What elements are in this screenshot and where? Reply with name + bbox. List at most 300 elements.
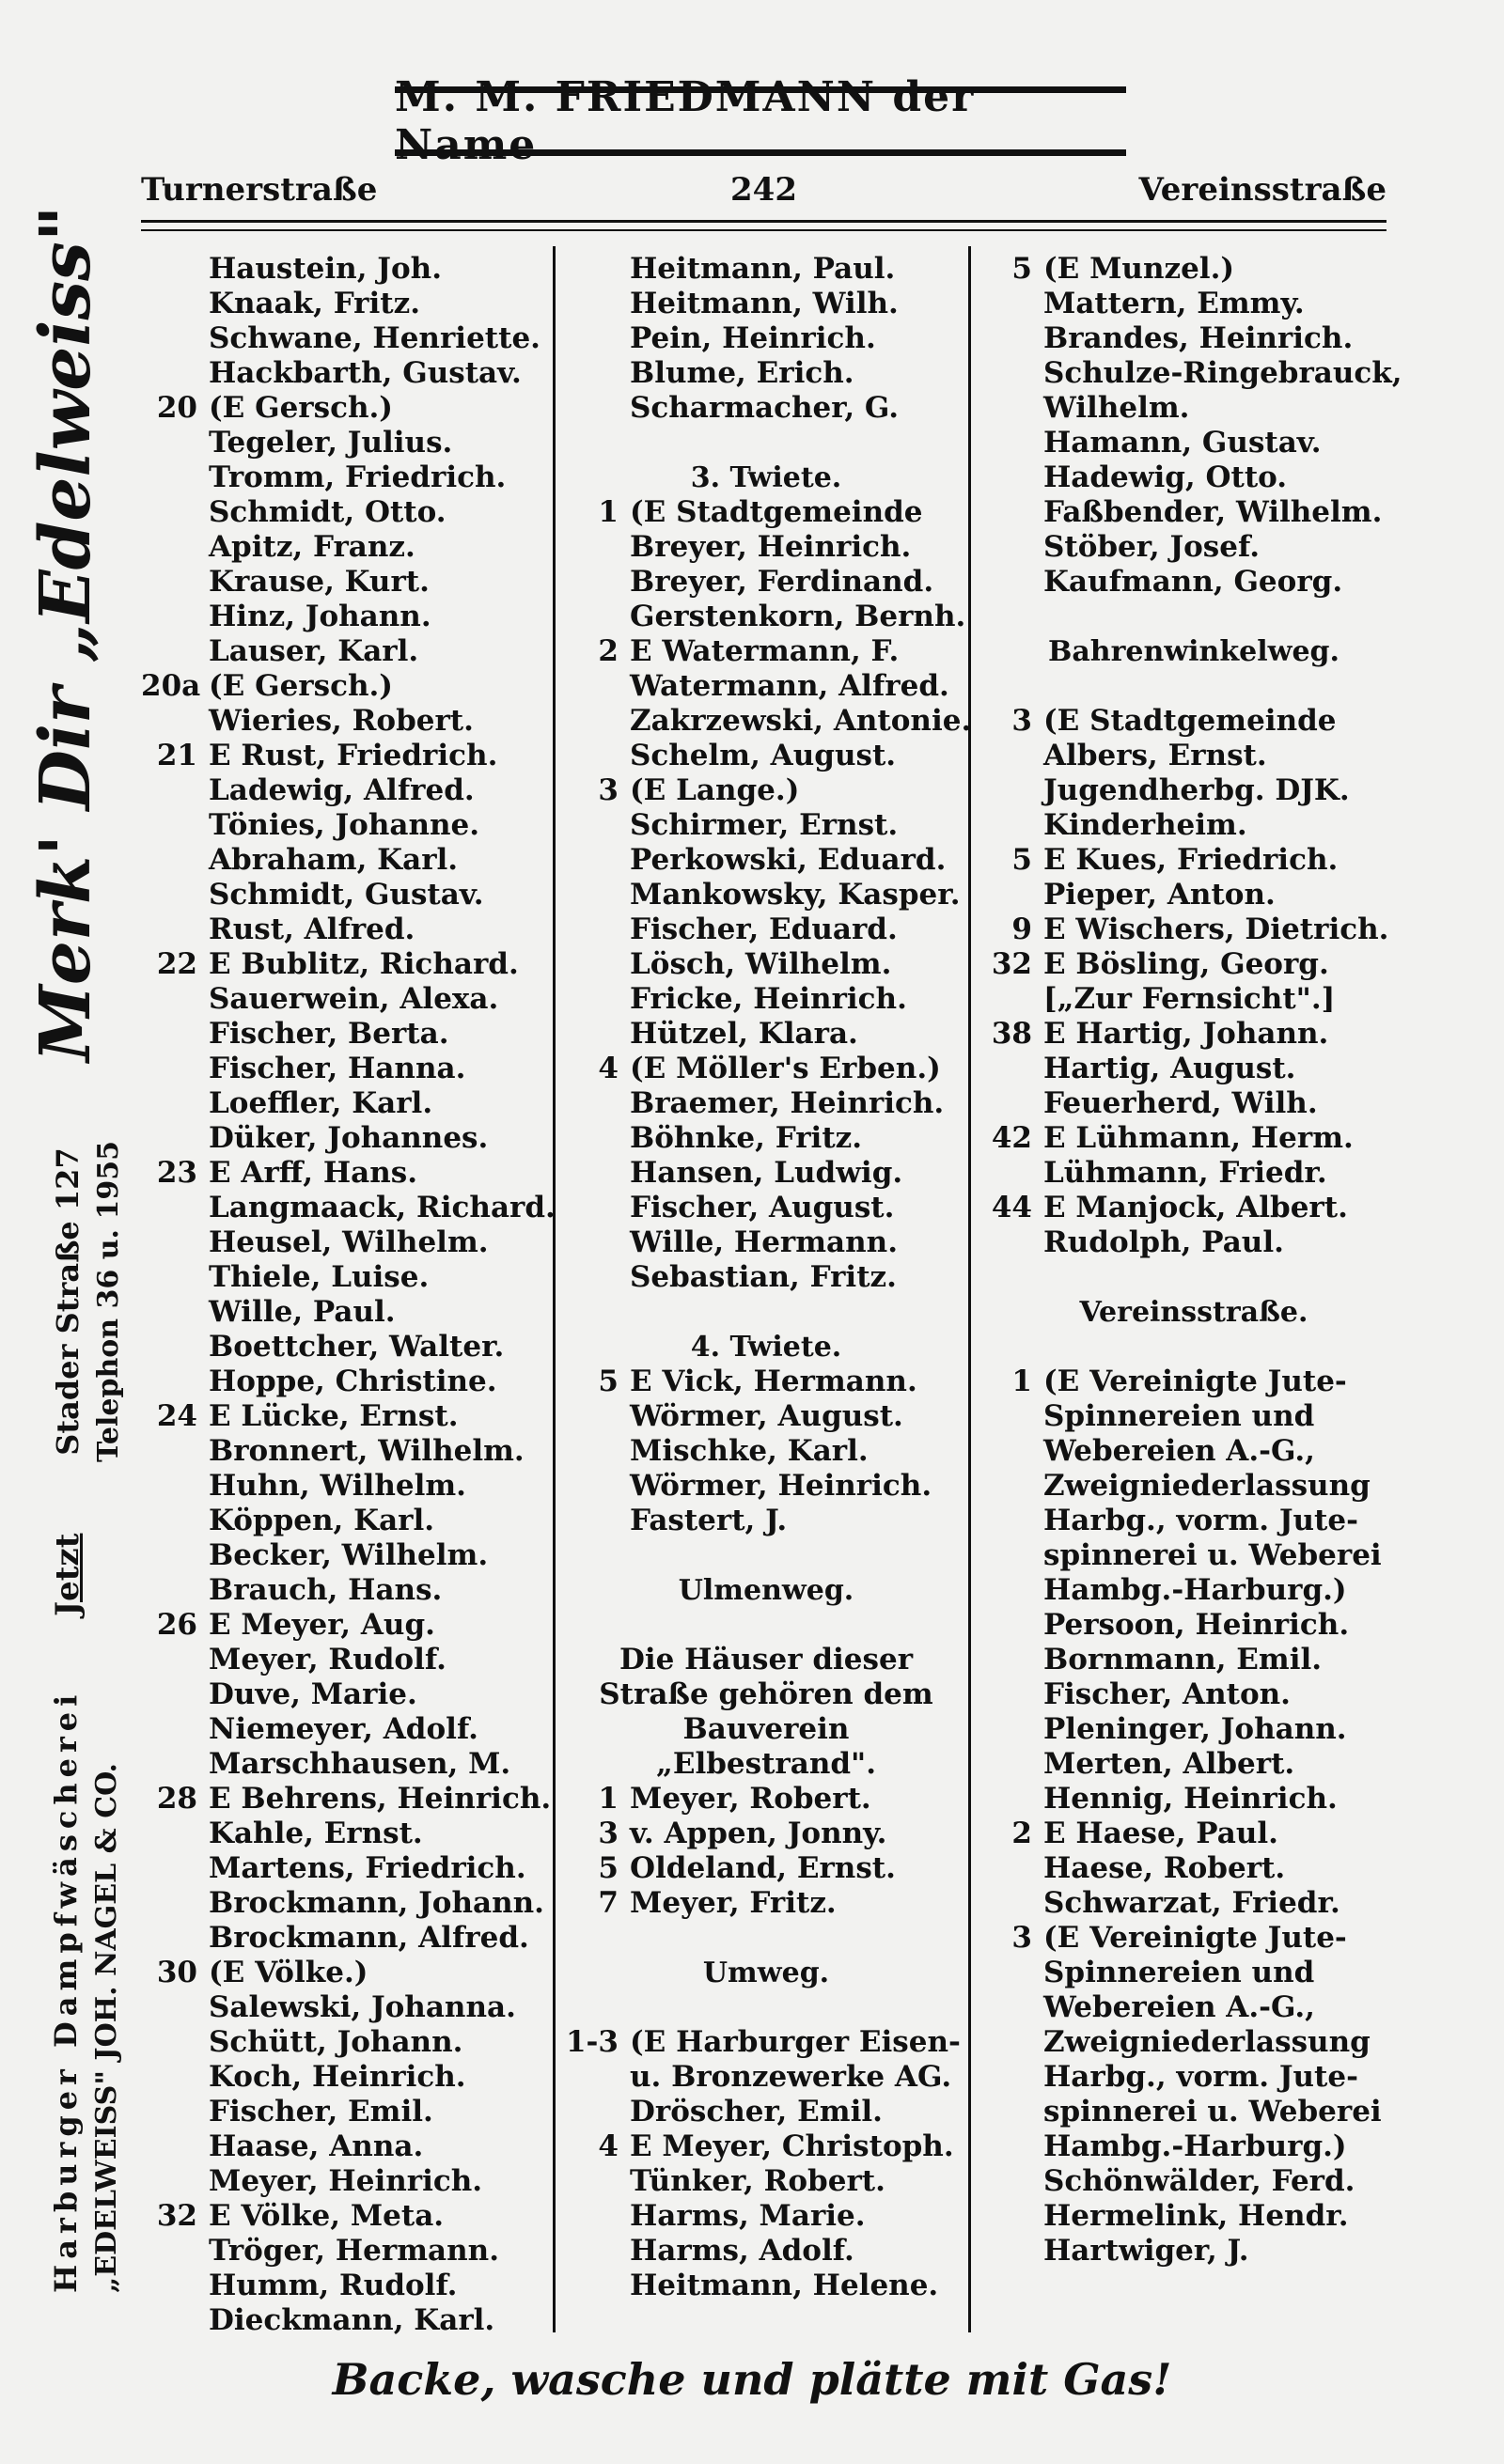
house-number: 4: [598, 2129, 619, 2163]
resident-name: E Kues, Friedrich.: [1043, 843, 1339, 877]
resident-name: Harms, Adolf.: [630, 2234, 854, 2268]
resident-name: Kahle, Ernst.: [209, 1817, 423, 1850]
directory-entry: [564, 1886, 968, 1921]
resident-name: Zakrzewski, Antonie.: [630, 704, 972, 738]
house-number: 30: [156, 1956, 197, 1989]
directory-entry: [141, 878, 555, 912]
directory-entry: [141, 912, 555, 947]
resident-name: (E Lange.): [630, 773, 800, 807]
directory-entry: [564, 1817, 968, 1851]
directory-entry: [141, 1086, 555, 1121]
house-number: 3: [598, 773, 619, 807]
directory-entry: [141, 1052, 555, 1086]
directory-entry: [564, 1365, 968, 1399]
advert-company-line2: „EDELWEISS" JOH. NAGEL & CO.: [90, 1763, 123, 2293]
directory-entry: [564, 2269, 968, 2303]
resident-name: Wieries, Robert.: [209, 704, 474, 738]
resident-name: E Hartig, Johann.: [1043, 1017, 1329, 1051]
directory-entry: [141, 2269, 555, 2303]
resident-name: Hadewig, Otto.: [1043, 460, 1288, 494]
directory-entry: [978, 1851, 1410, 1886]
directory-entry: [141, 1225, 555, 1260]
resident-name: Köppen, Karl.: [209, 1504, 435, 1537]
resident-name: Gerstenkorn, Bernh.: [630, 600, 966, 633]
directory-entry: [978, 1782, 1410, 1817]
directory-entry: [978, 2025, 1410, 2060]
resident-name: Bronnert, Wilhelm.: [209, 1434, 525, 1468]
street-heading: [564, 460, 968, 495]
spacer: [978, 600, 1410, 634]
house-number: 1-3: [565, 2025, 619, 2059]
resident-name: Rust, Alfred.: [209, 912, 415, 946]
directory-entry: [978, 1573, 1410, 1608]
directory-entry: [141, 1260, 555, 1295]
directory-entry: [978, 530, 1410, 565]
directory-entry: [141, 391, 555, 426]
resident-name: Merten, Albert.: [1043, 1747, 1295, 1781]
directory-entry: [978, 2199, 1410, 2234]
directory-entry: [141, 808, 555, 843]
directory-entry: [564, 252, 968, 287]
header-rule: [141, 220, 1386, 223]
directory-entry: [141, 2234, 555, 2269]
directory-entry: [978, 1469, 1410, 1504]
resident-name: Bornmann, Emil.: [1043, 1643, 1323, 1676]
resident-name: Hoppe, Christine.: [209, 1365, 497, 1398]
directory-entry: [978, 808, 1410, 843]
house-number: 42: [991, 1121, 1032, 1155]
resident-name: Persoon, Heinrich.: [1043, 1608, 1350, 1642]
directory-entry: [978, 947, 1410, 982]
directory-entry: [141, 843, 555, 878]
resident-name: Brockmann, Johann.: [209, 1886, 544, 1920]
resident-name: Breyer, Heinrich.: [630, 530, 912, 564]
house-number: 21: [156, 739, 197, 772]
directory-entry: [141, 2199, 555, 2234]
resident-name: Böhnke, Fritz.: [630, 1121, 863, 1155]
directory-entry: [141, 2095, 555, 2129]
resident-name: Harms, Marie.: [630, 2199, 866, 2233]
directory-entry: [141, 495, 555, 530]
resident-name: Heitmann, Paul.: [630, 252, 896, 286]
directory-entry: [978, 321, 1410, 356]
directory-entry: [978, 2164, 1410, 2199]
directory-entry: [141, 321, 555, 356]
resident-name: (E Gersch.): [209, 669, 393, 703]
directory-entry: [564, 2060, 968, 2095]
directory-entry: [564, 1156, 968, 1191]
directory-entry: [564, 2234, 968, 2269]
resident-name: Hennig, Heinrich.: [1043, 1782, 1338, 1816]
resident-name: Schmidt, Gustav.: [209, 878, 484, 912]
directory-entry: [564, 947, 968, 982]
resident-name: Haese, Robert.: [1043, 1851, 1286, 1885]
spacer: [978, 1260, 1410, 1295]
directory-entry: [978, 1086, 1410, 1121]
resident-name: Hamann, Gustav.: [1043, 426, 1322, 460]
spacer: [564, 1295, 968, 1330]
resident-name: Braemer, Heinrich.: [630, 1086, 945, 1120]
resident-name: Haase, Anna.: [209, 2129, 424, 2163]
directory-entry: [141, 2129, 555, 2164]
resident-name: Fastert, J.: [630, 1504, 788, 1537]
directory-entry: [564, 1504, 968, 1538]
directory-entry: [564, 1782, 968, 1817]
resident-name: E Bublitz, Richard.: [209, 947, 519, 981]
resident-name: E Arff, Hans.: [209, 1156, 417, 1190]
resident-name: Hartwiger, J.: [1043, 2234, 1249, 2268]
directory-entry: [564, 1086, 968, 1121]
directory-entry: [978, 1504, 1410, 1538]
directory-entry: [564, 1469, 968, 1504]
resident-name: Fischer, Berta.: [209, 1017, 449, 1051]
directory-entry: [564, 1052, 968, 1086]
directory-entry: [564, 1225, 968, 1260]
resident-name: Ladewig, Alfred.: [209, 773, 475, 807]
resident-name: Fricke, Heinrich.: [630, 982, 907, 1016]
house-number: 5: [598, 1851, 619, 1885]
directory-entry: [978, 1017, 1410, 1052]
spacer: [978, 669, 1410, 704]
resident-name: Jugendherbg. DJK.: [1043, 773, 1350, 807]
resident-name: Loeffler, Karl.: [209, 1086, 433, 1120]
resident-name: (E Gersch.): [209, 391, 393, 425]
directory-entry: [141, 2025, 555, 2060]
directory-entry: [978, 878, 1410, 912]
directory-entry: [978, 1747, 1410, 1782]
resident-name: Humm, Rudolf.: [209, 2269, 458, 2302]
resident-name: Oldeland, Ernst.: [630, 1851, 896, 1885]
directory-entry: [978, 1399, 1410, 1434]
directory-entry: [141, 252, 555, 287]
directory-entry: [141, 1643, 555, 1677]
resident-name: Heitmann, Helene.: [630, 2269, 939, 2302]
resident-name: Faßbender, Wilhelm.: [1043, 495, 1383, 529]
directory-entry: [141, 287, 555, 321]
directory-entry: [564, 982, 968, 1017]
advert-street: Stader Straße 127: [50, 1147, 86, 1456]
house-number: 24: [156, 1399, 197, 1433]
directory-entry: [564, 1260, 968, 1295]
directory-entry: [978, 773, 1410, 808]
resident-name: Hermelink, Hendr.: [1043, 2199, 1349, 2233]
resident-name: (E Vereinigte Jute-: [1043, 1365, 1347, 1398]
advert-company-line1: Harburger Dampfwäscherei: [48, 1689, 84, 2293]
resident-name: Meyer, Heinrich.: [209, 2164, 483, 2198]
resident-name: Scharmacher, G.: [630, 391, 900, 425]
directory-entry: [564, 391, 968, 426]
resident-name: Huhn, Wilhelm.: [209, 1469, 466, 1503]
directory-entry: [141, 1504, 555, 1538]
house-number: 9: [1011, 912, 1032, 946]
directory-entry: [564, 600, 968, 634]
spacer: [564, 1990, 968, 2025]
house-number: 22: [156, 947, 197, 981]
footer-slogan: Backe, wasche und plätte mit Gas!: [332, 2354, 1172, 2405]
directory-entry: [141, 1017, 555, 1052]
directory-entry: [141, 1851, 555, 1886]
street-heading-text: Ulmenweg.: [678, 1574, 854, 1607]
resident-name: Webereien A.-G.,: [1043, 1434, 1315, 1468]
directory-entry: [141, 1295, 555, 1330]
directory-entry: [141, 1956, 555, 1990]
directory-entry: [141, 947, 555, 982]
resident-name: Tönies, Johanne.: [209, 808, 480, 842]
resident-name: Pein, Heinrich.: [630, 321, 876, 355]
resident-name: Duve, Marie.: [209, 1677, 417, 1711]
street-heading: [564, 1573, 968, 1608]
resident-name: (E Harburger Eisen-: [630, 2025, 961, 2059]
directory-entry: [978, 843, 1410, 878]
resident-name: Kinderheim.: [1043, 808, 1247, 842]
resident-name: (E Möller's Erben.): [630, 1052, 941, 1085]
house-number: 23: [156, 1156, 197, 1190]
street-heading: [978, 634, 1410, 669]
resident-name: Sauerwein, Alexa.: [209, 982, 499, 1016]
directory-entry: [141, 1191, 555, 1225]
house-number: 5: [1011, 252, 1032, 286]
directory-entry: [564, 530, 968, 565]
house-number: 32: [991, 947, 1032, 981]
resident-name: Lauser, Karl.: [209, 634, 419, 668]
directory-entry: [978, 2129, 1410, 2164]
resident-name: Wörmer, Heinrich.: [630, 1469, 932, 1503]
resident-name: Rudolph, Paul.: [1043, 1225, 1284, 1259]
directory-entry: [141, 1921, 555, 1956]
resident-name: Meyer, Robert.: [630, 1782, 871, 1816]
resident-name: Watermann, Alfred.: [630, 669, 949, 703]
resident-name: Schirmer, Ernst.: [630, 808, 899, 842]
directory-entry: [141, 1365, 555, 1399]
directory-entry: [141, 634, 555, 669]
resident-name: (E Stadtgemeinde: [630, 495, 923, 529]
resident-name: Hartig, August.: [1043, 1052, 1296, 1085]
directory-entry: [564, 808, 968, 843]
directory-entry: [141, 530, 555, 565]
resident-name: Zweigniederlassung: [1043, 2025, 1371, 2059]
directory-entry: [564, 495, 968, 530]
resident-name: E Vick, Hermann.: [630, 1365, 917, 1398]
house-number: 4: [598, 1052, 619, 1085]
directory-entry: [978, 565, 1410, 600]
directory-entry: [564, 2025, 968, 2060]
directory-entry: [564, 321, 968, 356]
page-number: 242: [730, 171, 797, 209]
resident-name: Mischke, Karl.: [630, 1434, 869, 1468]
spacer: [564, 1538, 968, 1573]
directory-entry: [141, 1538, 555, 1573]
resident-name: Brandes, Heinrich.: [1043, 321, 1354, 355]
resident-name: Tröger, Hermann.: [209, 2234, 499, 2268]
resident-name: spinnerei u. Weberei: [1043, 1538, 1382, 1572]
resident-name: Wilhelm.: [1043, 391, 1190, 425]
directory-entry: [141, 1817, 555, 1851]
advertising-banner: M. M. FRIEDMANN der Name: [395, 86, 1126, 156]
resident-name: Wörmer, August.: [630, 1399, 903, 1433]
advert-motto: Merk' Dir „Edelweiss": [25, 205, 106, 1062]
resident-name: Tegeler, Julius.: [209, 426, 453, 460]
directory-entry: [141, 426, 555, 460]
directory-entry: [978, 460, 1410, 495]
resident-name: Lühmann, Friedr.: [1043, 1156, 1327, 1190]
resident-name: Wille, Paul.: [209, 1295, 396, 1329]
resident-name: Pieper, Anton.: [1043, 878, 1276, 912]
resident-name: Marschhausen, M.: [209, 1747, 511, 1781]
running-head: [141, 171, 1386, 218]
directory-entry: [564, 565, 968, 600]
house-number: 32: [156, 2199, 197, 2233]
house-number: 2: [1011, 1817, 1032, 1850]
directory-entry: [141, 773, 555, 808]
directory-entry: [141, 1608, 555, 1643]
spacer: [564, 1608, 968, 1643]
street-heading-text: Vereinsstraße.: [1079, 1296, 1308, 1329]
directory-entry: [141, 1121, 555, 1156]
resident-name: u. Bronzewerke AG.: [630, 2060, 952, 2094]
resident-name: Langmaack, Richard.: [209, 1191, 556, 1224]
street-note-text: Die Häuser dieser Straße gehören dem Bauverein „Elbestrand".: [599, 1643, 933, 1781]
directory-entry: [564, 287, 968, 321]
resident-name: Mankowsky, Kasper.: [630, 878, 961, 912]
resident-name: Meyer, Rudolf.: [209, 1643, 446, 1676]
directory-entry: [978, 912, 1410, 947]
resident-name: spinnerei u. Weberei: [1043, 2095, 1382, 2129]
directory-entry: [978, 1121, 1410, 1156]
resident-name: Abraham, Karl.: [209, 843, 459, 877]
resident-name: Blume, Erich.: [630, 356, 854, 390]
resident-name: Dröscher, Emil.: [630, 2095, 883, 2129]
resident-name: (E Stadtgemeinde: [1043, 704, 1337, 738]
directory-entry: [141, 1712, 555, 1747]
column-divider: [968, 246, 971, 2332]
street-heading-text: 4. Twiete.: [690, 1331, 842, 1364]
resident-name: (E Vereinigte Jute-: [1043, 1921, 1347, 1955]
directory-entry: [978, 1886, 1410, 1921]
directory-entry: [978, 2095, 1410, 2129]
resident-name: Hambg.-Harburg.): [1043, 1573, 1347, 1607]
resident-name: [„Zur Fernsicht".]: [1043, 982, 1336, 1016]
directory-entry: [141, 1747, 555, 1782]
directory-entry: [141, 565, 555, 600]
resident-name: Thiele, Luise.: [209, 1260, 430, 1294]
directory-entry: [978, 356, 1410, 391]
directory-entry: [564, 1017, 968, 1052]
resident-name: Kaufmann, Georg.: [1043, 565, 1343, 599]
directory-entry: [978, 1712, 1410, 1747]
house-number: 20: [156, 391, 197, 425]
house-number: 5: [598, 1365, 619, 1398]
resident-name: Tünker, Robert.: [630, 2164, 885, 2198]
directory-entry: [141, 1573, 555, 1608]
resident-name: E Meyer, Christoph.: [630, 2129, 954, 2163]
spacer: [564, 1921, 968, 1956]
directory-entry: [141, 1677, 555, 1712]
directory-entry: [978, 1643, 1410, 1677]
directory-entry: [978, 2234, 1410, 2269]
directory-entry: [978, 1921, 1410, 1956]
directory-entry: [564, 2199, 968, 2234]
resident-name: Salewski, Johanna.: [209, 1990, 516, 2024]
directory-entry: [141, 356, 555, 391]
house-number: 7: [598, 1886, 619, 1920]
house-number: 1: [1011, 1365, 1032, 1398]
resident-name: Becker, Wilhelm.: [209, 1538, 489, 1572]
spacer: [978, 1330, 1410, 1365]
resident-name: Martens, Friedrich.: [209, 1851, 526, 1885]
directory-entry: [978, 1817, 1410, 1851]
resident-name: E Meyer, Aug.: [209, 1608, 435, 1642]
resident-name: Hansen, Ludwig.: [630, 1156, 903, 1190]
resident-name: Schulze-Ringebrauck,: [1043, 356, 1402, 390]
resident-name: Schütt, Johann.: [209, 2025, 463, 2059]
resident-name: Schönwälder, Ferd.: [1043, 2164, 1355, 2198]
house-number: 3: [1011, 704, 1032, 738]
directory-entry: [978, 426, 1410, 460]
directory-entry: [978, 1191, 1410, 1225]
resident-name: E Manjock, Albert.: [1043, 1191, 1348, 1224]
directory-entry: [141, 2060, 555, 2095]
resident-name: Spinnereien und: [1043, 1956, 1315, 1989]
directory-entry: [141, 704, 555, 739]
directory-entry: [978, 391, 1410, 426]
house-number: 5: [1011, 843, 1032, 877]
resident-name: Lösch, Wilhelm.: [630, 947, 892, 981]
directory-entry: [141, 2164, 555, 2199]
resident-name: Sebastian, Fritz.: [630, 1260, 897, 1294]
directory-entry: [978, 1990, 1410, 2025]
street-heading-text: Bahrenwinkelweg.: [1048, 635, 1340, 668]
resident-name: Schelm, August.: [630, 739, 897, 772]
resident-name: Knaak, Fritz.: [209, 287, 421, 320]
resident-name: Hackbarth, Gustav.: [209, 356, 522, 390]
directory-entry: [141, 1886, 555, 1921]
street-heading: [564, 1956, 968, 1990]
directory-entry: [564, 356, 968, 391]
house-number: 3: [1011, 1921, 1032, 1955]
resident-name: Heusel, Wilhelm.: [209, 1225, 489, 1259]
directory-entry: [564, 1851, 968, 1886]
directory-entry: [564, 843, 968, 878]
directory-entry: [564, 2164, 968, 2199]
resident-name: Webereien A.-G.,: [1043, 1990, 1315, 2024]
directory-entry: [978, 1052, 1410, 1086]
street-note: [564, 1643, 968, 1782]
directory-entry: [978, 1677, 1410, 1712]
resident-name: Zweigniederlassung: [1043, 1469, 1371, 1503]
resident-name: Fischer, August.: [630, 1191, 895, 1224]
resident-name: v. Appen, Jonny.: [630, 1817, 887, 1850]
resident-name: Harbg., vorm. Jute-: [1043, 2060, 1358, 2094]
directory-entry: [564, 634, 968, 669]
resident-name: Brauch, Hans.: [209, 1573, 443, 1607]
resident-name: Feuerherd, Wilh.: [1043, 1086, 1318, 1120]
directory-column-2: [564, 252, 972, 2303]
directory-entry: [978, 1365, 1410, 1399]
house-number: 1: [598, 1782, 619, 1816]
directory-entry: [564, 2095, 968, 2129]
house-number: 26: [156, 1608, 197, 1642]
resident-name: Wille, Hermann.: [630, 1225, 899, 1259]
resident-name: Fischer, Anton.: [1043, 1677, 1291, 1711]
resident-name: E Rust, Friedrich.: [209, 739, 498, 772]
resident-name: Tromm, Friedrich.: [209, 460, 507, 494]
directory-entry: [141, 669, 555, 704]
directory-entry: [564, 704, 972, 739]
resident-name: E Völke, Meta.: [209, 2199, 445, 2233]
street-heading-text: 3. Twiete.: [690, 461, 842, 494]
resident-name: Haustein, Joh.: [209, 252, 442, 286]
resident-name: Fischer, Hanna.: [209, 1052, 466, 1085]
